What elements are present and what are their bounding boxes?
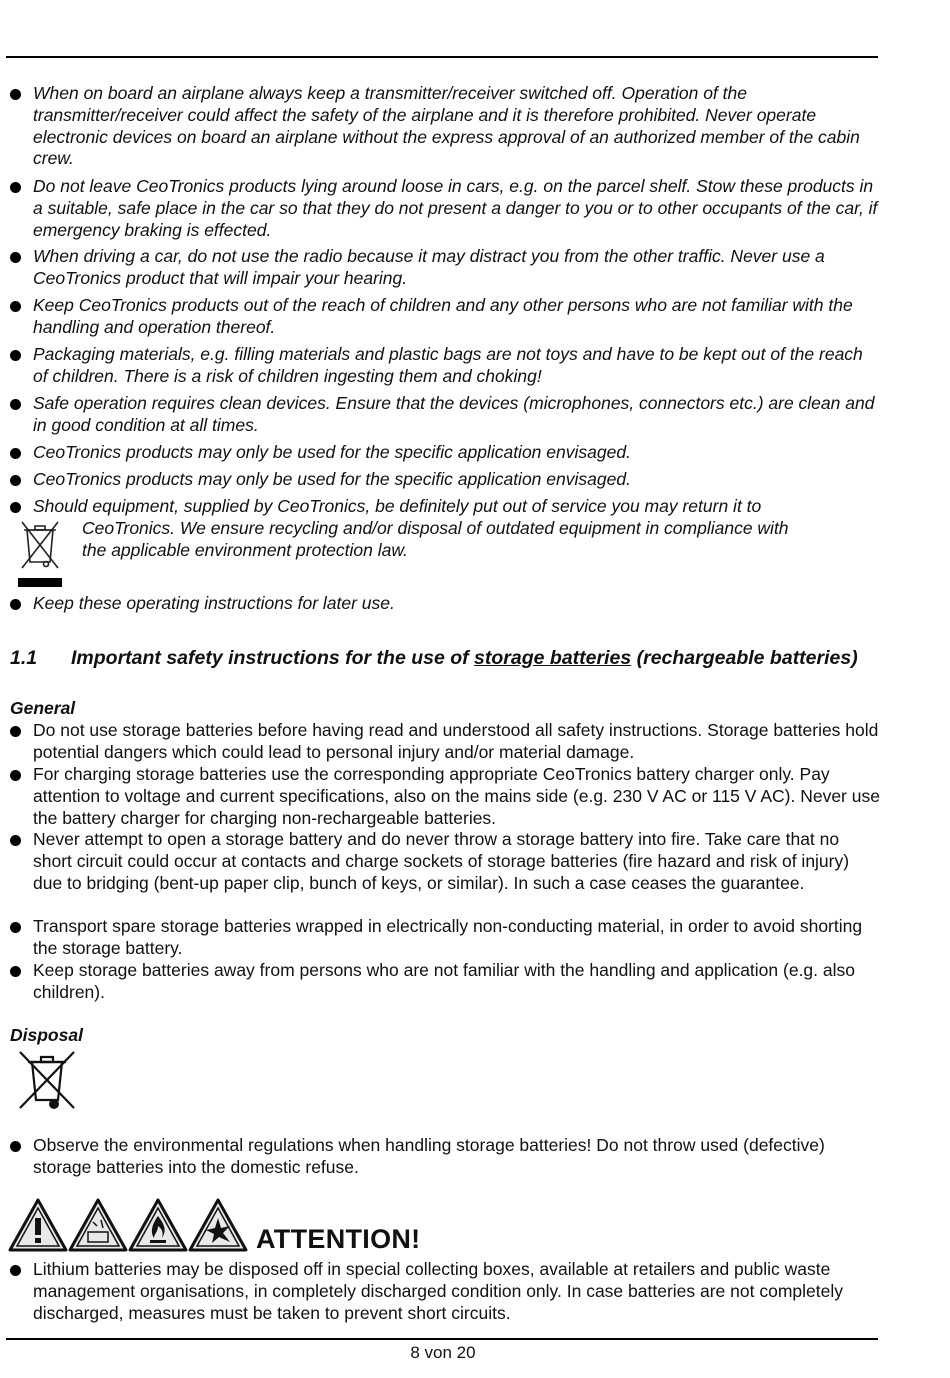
bullet-dot bbox=[10, 252, 21, 263]
bullet-dot bbox=[10, 301, 21, 312]
warning-corrosive-icon bbox=[68, 1198, 128, 1252]
bullet-text: Transport spare storage batteries wrapped in electrically non-conducting material, in order to avoid shorting the storage battery. bbox=[33, 916, 863, 958]
list-item bbox=[10, 1259, 882, 1324]
section-number: 1.1 bbox=[10, 647, 38, 669]
list-item bbox=[10, 442, 882, 464]
bullet-text: Lithium batteries may be disposed off in special collecting boxes, available at retailers and public waste management organisations, in completely discharged condition only. In case batteries are not completely discharged, measures must be taken to prevent short circuits. bbox=[33, 1259, 843, 1323]
section-title-part: (rechargeable batteries) bbox=[631, 647, 858, 669]
general-heading: General bbox=[10, 698, 76, 718]
bullet-text: Keep storage batteries away from persons who are not familiar with the handling and application (e.g. also children). bbox=[33, 960, 855, 1002]
attention-label: ATTENTION! bbox=[256, 1224, 421, 1254]
bullet-dot bbox=[10, 726, 21, 737]
bullet-text: Observe the environmental regulations when handling storage batteries! Do not throw used (defective) storage batteries into the domestic refuse. bbox=[33, 1135, 825, 1177]
bullet-text: CeoTronics products may only be used for the specific application envisaged. bbox=[33, 469, 631, 489]
warning-general-icon bbox=[8, 1198, 68, 1252]
bullet-dot bbox=[10, 1265, 21, 1276]
warning-fire-icon bbox=[128, 1198, 188, 1252]
list-item bbox=[10, 344, 882, 388]
list-item bbox=[10, 1135, 882, 1179]
bullet-text: Packaging materials, e.g. filling materials and plastic bags are not toys and have to be kept out of the reach of children. There is a risk of children ingesting them and choking! bbox=[33, 344, 863, 386]
list-item bbox=[10, 829, 882, 894]
header-rule bbox=[6, 56, 878, 58]
recycle-item bbox=[10, 496, 882, 561]
crossed-out-bin-icon bbox=[14, 518, 66, 590]
bullet-dot bbox=[10, 89, 21, 100]
bullet-text: Do not use storage batteries before having read and understood all safety instructions. Storage batteries hold potential dangers which could lead to personal injury and/or material damage. bbox=[33, 720, 879, 762]
bullet-dot bbox=[10, 448, 21, 459]
bullet-dot bbox=[10, 182, 21, 193]
list-item bbox=[10, 295, 882, 339]
bullet-text: When driving a car, do not use the radio because it may distract you from the other traffic. Never use a CeoTronics product that will impair your hearing. bbox=[33, 246, 825, 288]
list-item bbox=[10, 593, 882, 615]
bullet-text: Never attempt to open a storage battery and do never throw a storage battery into fire. Take care that no short circuit could occur at contacts and charge sockets of storage batteries (fire hazard and risk of injury) due to bridging (bent-up paper clip, bunch of keys, or similar). In such a case ceases the guarantee. bbox=[33, 829, 850, 893]
recycle-text-line2: CeoTronics. We ensure recycling and/or disposal of outdated equipment in compliance with bbox=[82, 517, 789, 538]
page-number: 8 von 20 bbox=[410, 1343, 476, 1362]
disposal-heading: Disposal bbox=[10, 1025, 83, 1045]
list-item bbox=[10, 393, 882, 437]
list-item bbox=[10, 246, 882, 290]
section-heading bbox=[10, 646, 870, 670]
bullet-dot bbox=[10, 502, 21, 513]
bullet-dot bbox=[10, 966, 21, 977]
list-item bbox=[10, 83, 882, 170]
bullet-dot bbox=[10, 599, 21, 610]
list-item bbox=[10, 960, 882, 1004]
bullet-dot bbox=[10, 475, 21, 486]
bullet-text: Safe operation requires clean devices. Ensure that the devices (microphones, connectors etc.) are clean and in good condition at all times. bbox=[33, 393, 875, 435]
recycle-text-line1: Should equipment, supplied by CeoTronics, be definitely put out of service you may return it to bbox=[33, 496, 762, 516]
list-item bbox=[10, 469, 882, 491]
section-title-part: Important safety instructions for the use of bbox=[71, 647, 475, 669]
footer-rule bbox=[6, 1338, 878, 1340]
section-title-underlined: storage batteries bbox=[474, 647, 632, 669]
list-item bbox=[10, 720, 882, 764]
bullet-text: CeoTronics products may only be used for the specific application envisaged. bbox=[33, 442, 631, 462]
bullet-text: When on board an airplane always keep a transmitter/receiver switched off. Operation of the transmitter/receiver could affect the safety of the airplane and it is therefore prohibited. Never operate electronic devices on board an airplane without the express approval of an authorized member of the cabin crew. bbox=[33, 83, 860, 169]
bullet-dot bbox=[10, 350, 21, 361]
recycle-text-line3: the applicable environment protection law. bbox=[82, 539, 408, 560]
warning-explosive-icon bbox=[188, 1198, 248, 1252]
bullet-dot bbox=[10, 1141, 21, 1152]
bullet-text: For charging storage batteries use the corresponding appropriate CeoTronics battery charger only. Pay attention to voltage and current specifications, also on the mains side (e.g. 230 V AC or 115 V AC). Never use the battery charger for charging non-rechargeable batteries. bbox=[33, 764, 880, 828]
list-item bbox=[10, 764, 882, 829]
bullet-dot bbox=[10, 399, 21, 410]
bullet-dot bbox=[10, 835, 21, 846]
bullet-dot bbox=[10, 922, 21, 933]
bullet-dot bbox=[10, 770, 21, 781]
section-title bbox=[71, 646, 870, 670]
bullet-text: Keep these operating instructions for later use. bbox=[33, 593, 395, 613]
bullet-text: Keep CeoTronics products out of the reach of children and any other persons who are not familiar with the handling and operation thereof. bbox=[33, 295, 853, 337]
list-item bbox=[10, 916, 882, 960]
list-item bbox=[10, 176, 882, 241]
crossed-out-bin-icon bbox=[14, 1048, 80, 1114]
bullet-text: Do not leave CeoTronics products lying around loose in cars, e.g. on the parcel shelf. Stow these products in a suitable, safe place in the car so that they do not present a danger to you or to other occupants of the car, if emergency braking is effected. bbox=[33, 176, 878, 240]
